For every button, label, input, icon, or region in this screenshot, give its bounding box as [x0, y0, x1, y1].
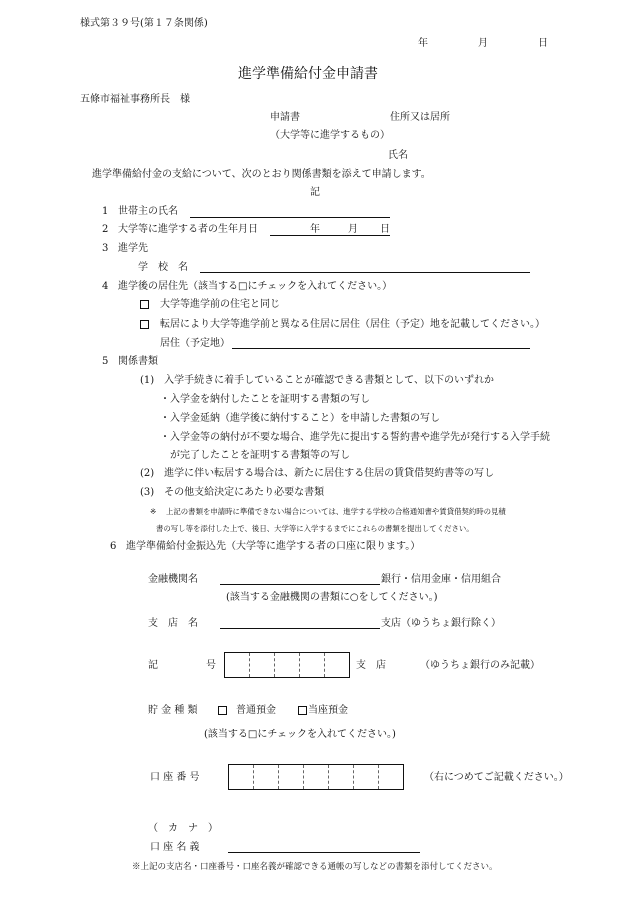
applicant-note: （大学等に進学するもの）: [270, 130, 390, 141]
school-name-line[interactable]: [200, 272, 530, 273]
planned-residence-label: 居住（予定地）: [160, 338, 230, 349]
residence-moved-checkbox[interactable]: [140, 320, 149, 329]
birth-year: 年: [310, 224, 320, 235]
residence-moved-label: 転居により大学等進学前と異なる住居に居住（居住（予定）地を記載してください。）: [160, 319, 545, 330]
item-2-label: 大学等に進学する者の生年月日: [118, 224, 258, 235]
note-mark: ※: [150, 507, 157, 516]
item-4-number: 4: [102, 281, 109, 292]
page-title: 進学準備給付金申請書: [238, 66, 378, 82]
bank-name-label: 金融機関名: [148, 574, 198, 585]
doc-1c: ・入学金等の納付が不要な場合、進学先に提出する誓約書や進学先が発行する入学手続: [160, 432, 550, 443]
account-cell[interactable]: [353, 765, 378, 789]
item-4-label: 進学後の居住先（該当する□にチェックを入れてください。）: [118, 281, 393, 292]
code-cell[interactable]: [299, 653, 324, 677]
bank-name-suffix: 銀行・信用金庫・信用組合: [381, 574, 501, 585]
footer-note: ※上記の支店名・口座番号・口座名義が確認できる通帳の写しなどの書類を添付してください。: [132, 862, 498, 872]
item-3-number: 3: [102, 243, 109, 254]
postal-code-boxes[interactable]: [224, 652, 350, 678]
item-6-number: 6: [110, 541, 117, 552]
code-label-b: 号: [206, 660, 216, 671]
item-6-label: 進学準備給付金振込先（大学等に進学する者の口座に限ります。）: [126, 541, 421, 552]
residence-same-label: 大学等進学前の住宅と同じ: [160, 299, 280, 310]
doc-1a: ・入学金を納付したことを証明する書類の写し: [160, 394, 370, 405]
kana-label: （ カ ナ ）: [148, 823, 218, 834]
account-number-boxes[interactable]: [228, 764, 404, 790]
code-cell[interactable]: [249, 653, 274, 677]
code-cell[interactable]: [274, 653, 299, 677]
ki-heading: 記: [310, 187, 320, 198]
date-day: 日: [538, 38, 548, 49]
account-holder-line[interactable]: [228, 852, 420, 853]
item-5-number: 5: [102, 356, 109, 367]
note-line-1: 上記の書類を申請時に準備できない場合については、進学する学校の合格通知書や賃貸借契約時の見積: [166, 507, 506, 516]
address-label: 住所又は居所: [390, 112, 450, 123]
account-cell[interactable]: [303, 765, 328, 789]
branch-name-label: 支 店 名: [148, 618, 198, 629]
birthdate-line[interactable]: [270, 235, 390, 236]
birth-month: 月: [348, 224, 358, 235]
current-deposit-checkbox[interactable]: [298, 706, 307, 715]
branch-name-line[interactable]: [220, 628, 380, 629]
form-number: 様式第３９号(第１７条関係): [80, 18, 208, 29]
date-month: 月: [478, 38, 488, 49]
branch-name-suffix: 支店（ゆうちょ銀行除く）: [381, 618, 501, 629]
doc-1c-cont: が完了したことを証明する書類等の写し: [170, 450, 350, 461]
birth-day: 日: [380, 224, 390, 235]
item-1-number: 1: [102, 206, 109, 217]
account-cell[interactable]: [328, 765, 353, 789]
account-type-note: (該当する□にチェックを入れてください。): [204, 729, 396, 740]
note-line-2: 書の写し等を添付した上で、後日、大学等に入学するまでにこれらの書類を提出してください。: [156, 524, 474, 533]
account-cell[interactable]: [229, 765, 253, 789]
bank-name-line[interactable]: [220, 584, 380, 585]
doc-2: (2) 進学に伴い転居する場合は、新たに居住する住居の賃貸借契約書等の写し: [140, 468, 495, 479]
doc-1b: ・入学金延納（進学後に納付すること）を申請した書類の写し: [160, 413, 440, 424]
account-number-label: 口 座 番 号: [150, 772, 200, 783]
addressee: 五條市福祉事務所長 様: [80, 94, 190, 105]
account-cell[interactable]: [378, 765, 403, 789]
applicant-label: 申請書: [270, 112, 300, 123]
account-cell[interactable]: [278, 765, 303, 789]
account-cell[interactable]: [253, 765, 278, 789]
code-label-a: 記: [148, 660, 158, 671]
code-suffix: 支 店: [356, 660, 386, 671]
intro-text: 進学準備給付金の支給について、次のとおり関係書類を添えて申請します。: [92, 169, 431, 180]
date-year: 年: [418, 38, 428, 49]
current-deposit-label: 当座預金: [308, 705, 348, 716]
code-cell[interactable]: [225, 653, 249, 677]
account-number-note: （右につめてご記載ください。）: [424, 772, 569, 783]
residence-same-checkbox[interactable]: [140, 300, 149, 309]
name-label: 氏名: [388, 150, 408, 161]
doc-3: (3) その他支給決定にあたり必要な書類: [140, 487, 325, 498]
item-1-label: 世帯主の氏名: [118, 206, 178, 217]
account-holder-label: 口 座 名 義: [150, 842, 200, 853]
code-cell[interactable]: [324, 653, 349, 677]
item-5-label: 関係書類: [118, 356, 158, 367]
household-head-name-line[interactable]: [190, 217, 390, 218]
planned-residence-line[interactable]: [232, 348, 530, 349]
item-3-label: 進学先: [118, 243, 148, 254]
doc-1: (1) 入学手続きに着手していることが確認できる書類として、以下のいずれか: [140, 375, 494, 386]
code-note: （ゆうちょ銀行のみ記載）: [420, 660, 540, 671]
school-name-label: 学 校 名: [138, 262, 188, 273]
ordinary-deposit-label: 普通預金: [236, 705, 276, 716]
item-2-number: 2: [102, 224, 109, 235]
account-type-label: 貯 金 種 類: [148, 705, 198, 716]
ordinary-deposit-checkbox[interactable]: [218, 706, 227, 715]
bank-name-note: (該当する金融機関の書類に○をしてください。): [226, 592, 438, 603]
